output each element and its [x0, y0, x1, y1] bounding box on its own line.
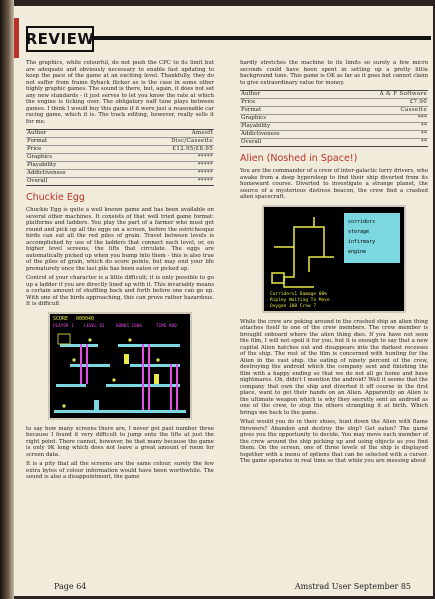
chuckie-egg-paragraph: It is a pity that all the screens are the same colour, surely the few extra bytes of colour information would have been worthwhile. The sound is also a disappointment, the game — [26, 461, 214, 480]
status-line-location: Corridors1 Damage 00% — [270, 291, 327, 297]
player-label: PLAYER 1 — [53, 323, 74, 329]
alien-paragraph: What would you do in their shoes, hunt down the Alien with flame throwers? Abandon and destroy the ship? Get eaten? The game gives you the opportunity to decide. You may move each member of the crew around the ship picking up and using objects as you find them. On the screen, one of three levels of the ship is displayed together with a menu of options that can be selected with a cursor. The game operates in real time so that while you are messing about — [240, 419, 428, 464]
menu-item-corridors: corridors — [348, 218, 376, 225]
right-column — [240, 60, 428, 468]
menu-item-storage: storage — [348, 228, 370, 235]
chuckie-egg-title: Chuckie Egg — [26, 192, 85, 203]
alien-screenshot — [262, 205, 406, 313]
section-header-box — [26, 26, 94, 52]
rating-row: Playability ***** — [27, 162, 213, 168]
time-label: TIME 900 — [156, 323, 177, 329]
level-label: LEVEL 01 — [84, 323, 105, 329]
menu-item-infirmary: infirmary — [348, 238, 376, 245]
score-value: 000040 — [76, 315, 95, 322]
rating-row: Graphics ***** — [27, 154, 213, 160]
alien-paragraph: You are the commander of a crew of inter-galactic lorry drivers, who awake from a deep hypersleep to find their ship diverted from its homeward course. Diverted to investigate a strange planet, the source of a mysterious distress beacon, the crew find a crashed alien spacecraft. — [240, 168, 428, 200]
page-number: Page 64 — [54, 582, 87, 591]
rating-row: Format Cassette — [241, 107, 427, 113]
rating-row: Author Amsoft — [27, 130, 213, 136]
rating-row: Playability ** — [241, 123, 427, 129]
bonus-label: BONUS 1000 — [116, 323, 142, 329]
rating-row: Graphics *** — [241, 115, 427, 121]
alien-paragraph: While the crew are poking around in the crashed ship an alien thing attaches itself to one of the crew members. The crew member is brought onboard where the alien thing dies. If you have not seen the film, I will not spoil it for you, but it is enough to say that a new capital Alien hatches out and disappears into the darkest recesses of the ship. The rest of the film is concerned with hunting for the Alien in the vast ship, the eating of ninety percent of the crew, destroying the android which the company sent and finishing the film with a happy ending so that we do not all go home and have nightmares. Oh, didn't I mention the android? Well it seems that the company that own the ship and diverted it off course in the first place, want to get their hands on an Alien. Apparently an Alien is the ultimate weapon which is why they secretly sent an android as one of the crew, to stop the others strangling it at birth. Which brings me back to the game. — [240, 318, 428, 416]
racing-review-conclusion: The graphics, while colourful, do not push the CPC to its limit but are adequate and obviously necessary to enable fast updating to keep the pace of the game at an exciting level. Thankfully, they do not suffer from frame flyback flicker as is the case in some other highly graphic games. The sound is there, but, again, it does not set any new standards - it just serves to let you know the rate at which the engine is ticking over. The obligatory naff tune plays between games. I think I would buy this game if it were just a reasonable car racing game, which it is. The track editing, however, really sells it for me. — [26, 60, 214, 125]
rating-row: Overall ***** — [27, 178, 213, 184]
page-spine-shadow — [0, 0, 14, 599]
magazine-page — [14, 6, 433, 596]
red-edge-tab — [14, 18, 19, 58]
alien-title: Alien (Noshed in Space!) — [240, 153, 358, 164]
chuckie-egg-paragraph: Chuckie Egg is quite a well known game and has been available on several other machines. It consists of that well tried game format: platforms and ladders. You play the part of a farmer who must get round and pick up all the eggs on a screen, before the ostrichesque birds can eat all the red piles of grain. Travel between levels is accomplished by use of the ladders that connect each level, or, on higher level screens, the lifts that circulate. The eggs are automatically picked up when you bump into them - this is also true of the piles of grain, which do score points, but may end your life prematurely once the last pile has been eaten or picked up. — [26, 207, 214, 272]
rating-row: Format Disc/Cassette — [27, 138, 213, 144]
rating-row: Price £7.90 — [241, 99, 427, 105]
score-label: SCORE — [53, 315, 69, 322]
status-line-oxygen: Oxygen 100 Crew 7 — [270, 303, 317, 309]
left-column — [26, 60, 214, 484]
farmer-sprite — [94, 400, 99, 410]
chuckie-egg-paragraph: to say how many screens there are, I never got past number three because I found it very difficult to jump onto the lifts at just the right point. There cannot, however, be that many because the game is only 9K long which does not leave a great amount of room for screen data. — [26, 425, 214, 458]
header-rule — [94, 36, 431, 40]
chuckie-egg-screenshot — [48, 312, 192, 420]
chuckie-egg-paragraph: Control of your character is a little difficult; it is only possible to go up a ladder if you are directly lined up with it. This invariably means a certain amount of shuffling back and forth before one can go up. With one of the birds approaching, this can prove rather hazardous. It is difficult — [26, 275, 214, 307]
rating-row: Overall ** — [241, 139, 427, 145]
rating-row: Addictiveness ** — [241, 131, 427, 137]
magazine-issue: Amstrad User September 85 — [294, 582, 411, 591]
section-title: REVIEW — [25, 30, 95, 48]
menu-item-engine: engine — [348, 248, 367, 255]
section-header — [26, 26, 431, 52]
rating-row: Addictiveness ***** — [27, 170, 213, 176]
chuckie-egg-ratings-table — [240, 90, 428, 147]
alien-screen — [264, 207, 404, 311]
rating-row: Price £12.95/£8.95 — [27, 146, 213, 152]
chuckie-egg-conclusion: hardly stretches the machine to its limits so surely a few micro seconds could have been spent in setting up a pretty little background tune. This game is OK as far as it goes but cannot claim to give extraordinary value for money. — [240, 60, 428, 86]
status-line-crew: Ripley Waiting To Move — [270, 297, 330, 303]
racing-ratings-table — [26, 129, 214, 186]
chuckie-egg-screen — [50, 314, 190, 418]
rating-row: Author A & F Software — [241, 91, 427, 97]
